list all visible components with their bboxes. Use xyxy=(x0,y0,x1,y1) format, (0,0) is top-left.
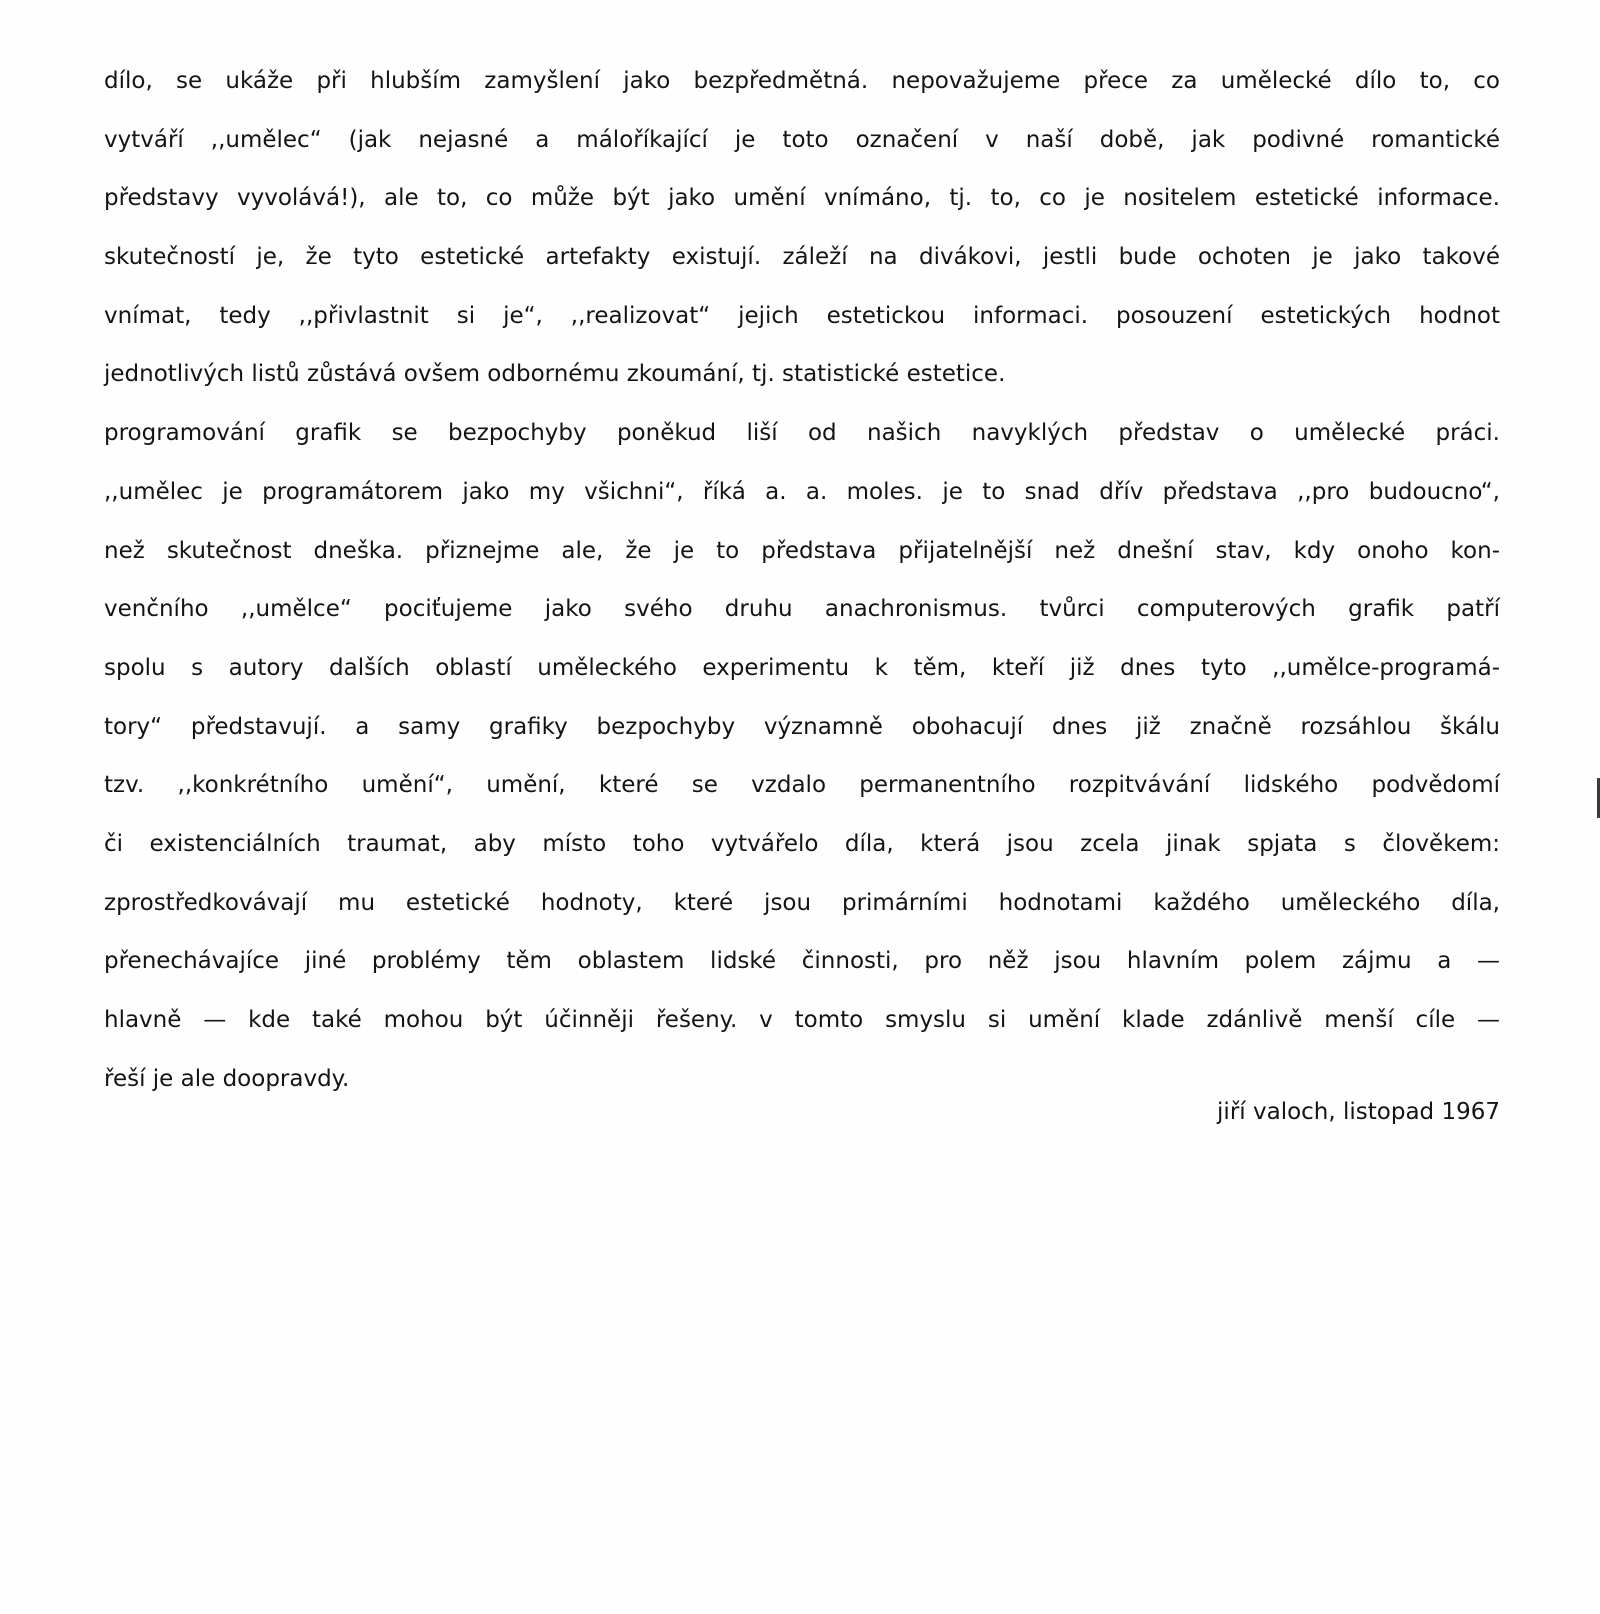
text-line: skutečností je, že tyto estetické artefakty existují. záleží na divákovi, jestli bude ochoten je jako takové xyxy=(104,244,1500,271)
signature: jiří valoch, listopad 1967 xyxy=(1217,1099,1500,1125)
text-line: vytváří ,,umělec“ (jak nejasné a máloříkající je toto označení v naší době, jak podivné romantické xyxy=(104,126,1500,153)
text-line: hlavně — kde také mohou být účinněji řešeny. v tomto smyslu si umění klade zdánlivě menší cíle — xyxy=(104,1007,1500,1033)
text-line: než skutečnost dneška. přiznejme ale, že je to představa přijatelnější než dnešní stav, kdy onoho kon- xyxy=(104,537,1500,564)
text-line: dílo, se ukáže při hlubším zamyšlení jako bezpředmětná. nepovažujeme přece za umělecké dílo to, co xyxy=(104,68,1500,94)
body-text xyxy=(104,52,1500,1108)
text-line: tzv. ,,konkrétního umění“, umění, které se vzdalo permanentního rozpitvávání lidského podvědomí xyxy=(104,772,1500,799)
text-line: zprostředkovávají mu estetické hodnoty, které jsou primárními hodnotami každého uměleckého díla, xyxy=(104,889,1500,916)
text-line: či existenciálních traumat, aby místo toho vytvářelo díla, která jsou zcela jinak spjata s člověkem: xyxy=(104,830,1500,857)
text-line: venčního ,,umělce“ pociťujeme jako svého druhu anachronismus. tvůrci computerových grafik patří xyxy=(104,596,1500,623)
text-line: přenechávajíce jiné problémy těm oblastem lidské činnosti, pro něž jsou hlavním polem zájmu a — xyxy=(104,948,1500,975)
text-line: tory“ představují. a samy grafiky bezpochyby významně obohacují dnes již značně rozsáhlou škálu xyxy=(104,713,1500,740)
text-line: spolu s autory dalších oblastí uměleckého experimentu k těm, kteří již dnes tyto ,,umělce-programá- xyxy=(104,654,1500,681)
text-line: představy vyvolává!), ale to, co může být jako umění vnímáno, tj. to, co je nositelem estetické informace. xyxy=(104,185,1500,212)
text-line: řeší je ale doopravdy. xyxy=(104,1065,350,1092)
text-line: programování grafik se bezpochyby poněkud liší od našich navyklých představ o umělecké práci. xyxy=(104,420,1500,447)
text-line: vnímat, tedy ,,přivlastnit si je“, ,,realizovat“ jejich estetickou informaci. posouzení estetických hodnot xyxy=(104,302,1500,329)
text-line: jednotlivých listů zůstává ovšem odbornému zkoumání, tj. statistické estetice. xyxy=(104,361,1006,388)
text-line: ,,umělec je programátorem jako my všichni“, říká a. a. moles. je to snad dřív představa ,,pro budoucno“, xyxy=(104,478,1500,505)
